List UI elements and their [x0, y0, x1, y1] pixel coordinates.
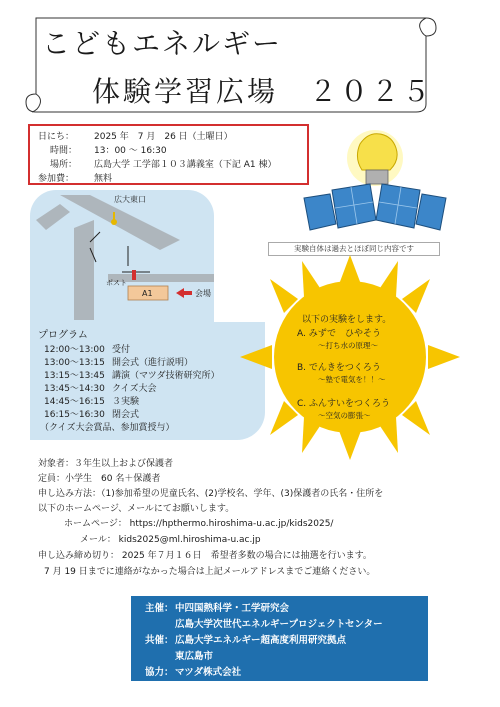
illustration-caption: 実験自体は過去とほぼ同じ内容です [268, 242, 440, 256]
page-title-line2: 体験学習広場 ２０２５ [92, 75, 434, 108]
place-row [38, 157, 276, 170]
date-label: 日にち： [38, 132, 75, 142]
program-note: （クイズ大会賞品、参加賞授与） [40, 423, 175, 433]
place-value: 広島大学 工学部１０３講義室（下記 A1 棟） [94, 160, 277, 170]
experiment-b-sub: ～塾で電気を！！～ [318, 375, 386, 384]
time-row [38, 143, 167, 156]
cohost-1: 広島大学エネルギー超高度利用研究拠点 [175, 635, 347, 646]
experiment-b-title: B. でんきをつくろう [297, 363, 381, 373]
host-1: 中四国熱科学・工学研究会 [175, 603, 290, 614]
host-label: 主催： [145, 603, 174, 614]
date-row [38, 129, 233, 142]
map-roads [30, 190, 214, 322]
experiments-intro: 以下の実験をします。 [302, 315, 392, 325]
fee-label: 参加費： [38, 174, 75, 184]
page-title-line1: こどもエネルギー [42, 27, 283, 60]
place-label: 場所： [50, 160, 78, 170]
post-label: ポスト [106, 279, 127, 287]
program-row: 13:45～14:30 クイズ大会 [44, 384, 157, 394]
time-value: 13：00 ～ 16:30 [94, 146, 167, 156]
experiment-c-title: C. ふんすいをつくろう [297, 399, 391, 409]
host-2: 広島大学次世代エネルギープロジェクトセンター [175, 619, 383, 630]
program-row: 16:15～16:30 閉会式 [44, 410, 140, 420]
venue-label: 会場 [195, 289, 211, 298]
cohost-2: 東広島市 [175, 651, 214, 662]
gate-label: 広大東口 [114, 195, 146, 204]
experiment-a-sub: ～打ち水の原理～ [318, 341, 378, 350]
event-info-box [28, 124, 309, 185]
deadline-text: 申し込み締め切り： 2025 年７月１６日 希望者多数の場合には抽選を行います。 [38, 551, 372, 561]
building-label: A1 [142, 289, 153, 298]
program-row: 13:15～13:45 講演（マツダ技術研究所） [44, 371, 220, 381]
experiment-a-title: A. みずで ひやそう [297, 329, 381, 339]
cohost-label: 共催： [145, 635, 174, 646]
solar-panel-icon [304, 184, 446, 230]
support-value: マツダ株式会社 [175, 667, 242, 678]
program-row: 13:00～13:15 開会式（進行説明） [44, 358, 194, 368]
apply-method-text-2: 以下のホームページ、メールにてお願いします。 [38, 504, 235, 514]
notice-text: 7 月 19 日までに連絡がなかった場合は上記メールアドレスまでご連絡ください。 [44, 567, 376, 577]
fee-value: 無料 [94, 174, 113, 184]
sun-icon [240, 255, 460, 460]
date-value: 2025 年 7 月 26 日（土曜日） [94, 132, 233, 142]
fee-row [38, 171, 112, 184]
mail-link[interactable]: メール： kids2025@ml.hiroshima-u.ac.jp [80, 535, 261, 545]
support-label: 協力： [145, 667, 174, 678]
campus-map [30, 190, 214, 322]
program-row: 12:00～13:00 受付 [44, 345, 131, 355]
target-text: 対象者：３年生以上および保護者 [38, 459, 174, 469]
apply-method-text: 申し込み方法：（1)参加希望の児童氏名、(2)学校名、学年、(3)保護者の氏名・住所を [38, 489, 384, 499]
program-heading: プログラム [38, 330, 88, 341]
capacity-text: 定員：小学生 60 名＋保護者 [38, 474, 161, 484]
homepage-link[interactable]: ホームページ： https://hpthermo.hiroshima-u.ac.jp/kids2025/ [64, 519, 334, 529]
organizers-panel [131, 596, 428, 681]
solar-bulb-illustration [300, 128, 450, 240]
program-panel [30, 322, 265, 440]
time-label: 時間： [50, 146, 78, 156]
program-row: 14:45～16:15 ３実験 [44, 397, 140, 407]
experiment-c-sub: ～空気の膨張～ [318, 411, 371, 420]
